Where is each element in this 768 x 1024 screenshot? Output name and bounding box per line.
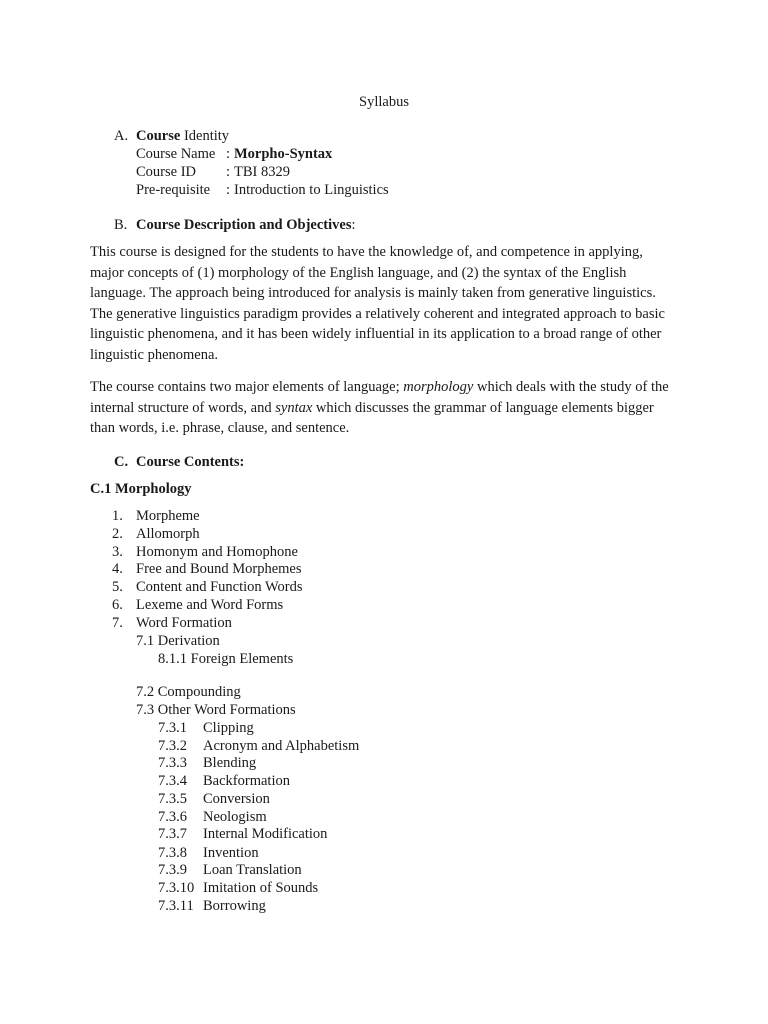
identity-colon: : [226, 164, 231, 180]
other-word-formations-item: 7.3 Other Word Formations [136, 702, 296, 718]
list-text: Word Formation [136, 615, 232, 631]
list-text: Allomorph [136, 526, 200, 542]
list-number: 5. [112, 579, 123, 595]
list-number: 1. [112, 508, 123, 524]
sub-text: Internal Modification [203, 826, 328, 842]
list-number: 4. [112, 561, 123, 577]
description-paragraph-1 [90, 242, 680, 366]
paragraph2-italic-morphology: morphology [403, 379, 474, 395]
section-a-letter: A. [114, 128, 129, 144]
list-text: Free and Bound Morphemes [136, 561, 302, 577]
identity-label: Course Name [136, 146, 216, 162]
paragraph2-part-c: which discusses the grammar of language elements bigger than words, i.e. phrase, clause, and sentence. [90, 399, 654, 437]
description-text-2 [90, 377, 680, 439]
sub-number: 7.3.10 [158, 880, 195, 896]
sub-text: Conversion [203, 791, 270, 807]
section-a-heading-bold: Course [136, 128, 181, 144]
compounding-item: 7.2 Compounding [136, 684, 241, 700]
section-b-letter: B. [114, 217, 128, 233]
list-text: Morpheme [136, 508, 200, 524]
identity-colon: : [226, 146, 231, 162]
identity-label: Course ID [136, 164, 197, 180]
sub-number: 7.3.5 [158, 791, 187, 807]
section-a-heading-rest: Identity [180, 128, 230, 144]
sub-number: 7.3.2 [158, 738, 187, 754]
list-text: Content and Function Words [136, 579, 303, 595]
section-a-heading [136, 127, 229, 145]
page-title: Syllabus [359, 94, 409, 110]
sub-text: Backformation [203, 773, 290, 789]
identity-value: TBI 8329 [234, 164, 290, 180]
sub-text: Borrowing [203, 898, 266, 914]
paragraph2-italic-syntax: syntax [275, 399, 313, 416]
morphology-subheading: C.1 Morphology [90, 481, 192, 497]
list-number: 2. [112, 526, 123, 542]
sub-text: Acronym and Alphabetism [203, 738, 360, 754]
identity-colon: : [226, 182, 231, 198]
list-number: 7. [112, 615, 123, 631]
sub-text: Invention [203, 845, 259, 861]
sub-text: Loan Translation [203, 862, 302, 878]
sub-number: 7.3.1 [158, 720, 187, 736]
list-text: Lexeme and Word Forms [136, 597, 284, 613]
sub-number: 7.3.3 [158, 755, 187, 771]
description-text: This course is designed for the students to have the knowledge of, and competence in applying, major concepts of (1) morphology of the English language, and (2) the syntax of the English language. The approach being introduced for analysis is mainly taken from generative linguistics. The generative linguistics paradigm provides a relatively coherent and integrated approach to basic linguistic phenomena, and it has been widely influential in its application to a broad range of other linguistic phenomena. [90, 244, 665, 363]
section-b-heading [136, 216, 356, 234]
paragraph2-part-b: which deals with the study of the internal structure of words, and [90, 379, 669, 416]
list-number: 3. [112, 544, 123, 560]
section-c-heading: Course Contents: [136, 454, 245, 470]
sub-number: 7.3.11 [158, 898, 194, 914]
sub-text: Blending [203, 755, 257, 771]
list-number: 6. [112, 597, 123, 613]
list-text: Homonym and Homophone [136, 544, 298, 560]
sub-number: 7.3.9 [158, 862, 187, 878]
derivation-item: 7.1 Derivation [136, 633, 220, 649]
sub-number: 7.3.6 [158, 809, 187, 825]
identity-value: Introduction to Linguistics [234, 182, 389, 198]
section-c-letter: C. [114, 454, 129, 470]
identity-label: Pre-requisite [136, 182, 211, 198]
paragraph2-part-a: The course contains two major elements of language; [90, 379, 404, 395]
sub-text: Neologism [203, 809, 267, 825]
sub-number: 7.3.7 [158, 826, 187, 842]
foreign-elements-item: 8.1.1 Foreign Elements [158, 651, 294, 667]
sub-text: Clipping [203, 720, 254, 736]
description-paragraph-2 [90, 377, 680, 439]
sub-text: Imitation of Sounds [203, 880, 319, 896]
identity-value: Morpho-Syntax [234, 146, 333, 162]
sub-number: 7.3.8 [158, 845, 187, 861]
section-b-heading-suffix: : [351, 217, 356, 233]
sub-number: 7.3.4 [158, 773, 187, 789]
section-b-heading-text: Course Description and Objectives [136, 217, 352, 233]
